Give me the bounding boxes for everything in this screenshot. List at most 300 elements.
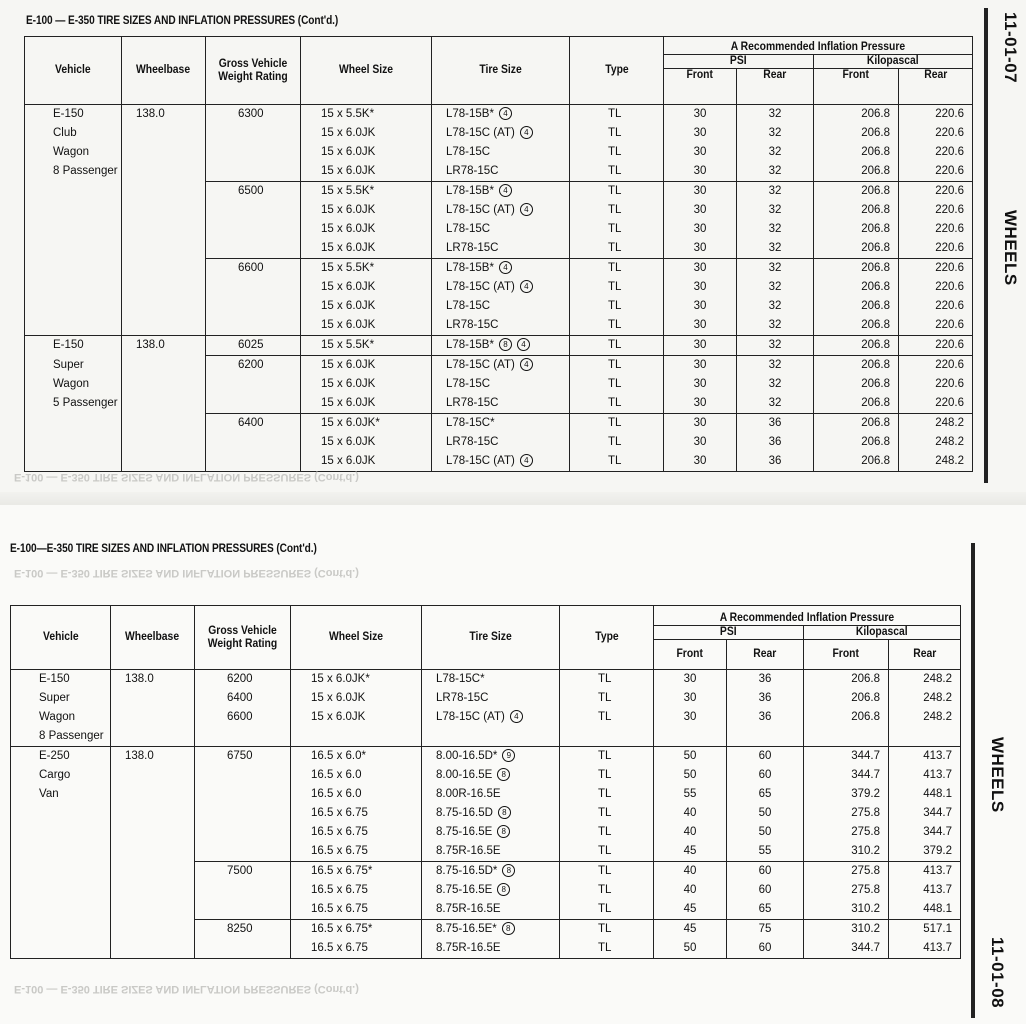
col-kilopascal: Kilopascal [804,626,961,640]
cell-psi-rear: 32 [737,182,814,202]
cell-gvwr [195,727,291,747]
cell-psi-rear: 65 [727,785,804,804]
cell-tire-size: L78-15C [432,220,570,239]
cell-type: TL [560,766,654,785]
cell-psi-front: 45 [654,842,727,862]
cell-kpa-rear: 248.2 [889,689,961,708]
col-group-pressure: A Recommended Inflation Pressure [654,606,961,626]
cell-tire-size: L78-15C* [432,414,570,434]
cell-type: TL [560,689,654,708]
cell-wheel-size: 16.5 x 6.75 [291,842,422,862]
cell-psi-front: 30 [664,201,737,220]
cell-vehicle [11,842,111,862]
cell-wheel-size: 15 x 6.0JK [301,356,432,376]
table-row [25,143,973,162]
cell-wheel-size: 15 x 6.0JK [301,201,432,220]
cell-kpa-front: 206.8 [814,375,899,394]
cell-wheelbase [111,920,195,940]
cell-psi-rear: 32 [737,162,814,182]
cell-wheelbase [111,842,195,862]
cell-psi-front: 30 [664,259,737,279]
cell-tire-size: L78-15C (AT) 4 [432,201,570,220]
table-row [11,670,961,690]
cell-vehicle: E-150 [25,105,122,125]
cell-gvwr [206,239,301,259]
cell-wheelbase: 138.0 [122,336,206,356]
cell-psi-front: 30 [664,124,737,143]
cell-wheel-size: 15 x 5.5K* [301,105,432,125]
cell-kpa-front: 310.2 [804,842,889,862]
table-row [25,297,973,316]
cell-kpa-rear: 220.6 [899,297,973,316]
cell-kpa-rear: 220.6 [899,162,973,182]
cell-kpa-front: 344.7 [804,766,889,785]
cell-kpa-front: 310.2 [804,920,889,940]
table-row [11,823,961,842]
cell-vehicle: Super [11,689,111,708]
cell-kpa-front: 206.8 [814,105,899,125]
cell-wheel-size: 15 x 6.0JK [301,162,432,182]
cell-gvwr: 6200 [195,670,291,690]
cell-wheel-size: 15 x 6.0JK [291,708,422,727]
cell-gvwr [206,124,301,143]
cell-psi-front: 30 [664,105,737,125]
cell-type: TL [560,862,654,882]
cell-kpa-front: 275.8 [804,823,889,842]
cell-kpa-rear: 220.6 [899,239,973,259]
cell-kpa-rear: 220.6 [899,316,973,336]
cell-kpa-front: 206.8 [814,162,899,182]
cell-gvwr [195,939,291,959]
cell-type: TL [560,804,654,823]
cell-gvwr: 6400 [206,414,301,434]
cell-psi-rear: 60 [727,747,804,767]
cell-psi-rear: 32 [737,124,814,143]
cell-psi-front: 30 [664,297,737,316]
cell-psi-front: 40 [654,823,727,842]
cell-type: TL [560,842,654,862]
cell-tire-size: L78-15B* 4 [432,182,570,202]
table-row [25,394,973,414]
cell-type: TL [560,920,654,940]
cell-psi-rear: 36 [727,708,804,727]
cell-psi-rear: 50 [727,823,804,842]
table-row [11,939,961,959]
cell-vehicle: E-150 [25,336,122,356]
cell-wheelbase [122,394,206,414]
cell-type: TL [570,375,664,394]
cell-vehicle [11,920,111,940]
cell-wheelbase [122,375,206,394]
cell-kpa-front: 206.8 [814,182,899,202]
margin-rule [984,8,988,483]
footnote-marker: 8 [497,768,510,781]
cell-kpa-rear: 220.6 [899,394,973,414]
cell-kpa-rear: 220.6 [899,259,973,279]
cell-kpa-rear: 220.6 [899,336,973,356]
cell-vehicle [25,182,122,202]
cell-vehicle [25,414,122,434]
cell-gvwr [206,375,301,394]
cell-gvwr [195,842,291,862]
cell-psi-front: 30 [664,316,737,336]
cell-type: TL [570,356,664,376]
cell-psi-rear: 32 [737,105,814,125]
table-row [25,124,973,143]
cell-kpa-rear: 220.6 [899,375,973,394]
cell-tire-size: 8.75-16.5E 8 [422,881,560,900]
col-type: Type [570,37,664,105]
cell-tire-size: 8.00-16.5D* 9 [422,747,560,767]
cell-kpa-front: 206.8 [814,414,899,434]
cell-wheel-size: 15 x 6.0JK [301,297,432,316]
cell-vehicle [25,239,122,259]
cell-kpa-front: 206.8 [814,316,899,336]
cell-kpa-rear: 220.6 [899,220,973,239]
cell-gvwr: 6500 [206,182,301,202]
cell-kpa-front: 206.8 [814,452,899,472]
col-vehicle: Vehicle [11,606,111,670]
cell-tire-size: LR78-15C [432,433,570,452]
col-kpa-rear: Rear [889,640,961,670]
margin-rule [971,543,975,1018]
cell-psi-front: 30 [664,356,737,376]
cell-vehicle [25,316,122,336]
cell-psi-rear: 36 [737,414,814,434]
cell-psi-rear: 32 [737,259,814,279]
cell-vehicle: Wagon [11,708,111,727]
table-row [11,862,961,882]
cell-vehicle [11,900,111,920]
cell-kpa-front: 206.8 [814,297,899,316]
table-row [11,804,961,823]
cell-gvwr [206,452,301,472]
cell-tire-size: 8.75-16.5E* 8 [422,920,560,940]
cell-kpa-rear: 220.6 [899,143,973,162]
cell-gvwr [195,804,291,823]
cell-wheel-size: 15 x 6.0JK [301,278,432,297]
table-row [11,708,961,727]
col-wheelbase: Wheelbase [122,37,206,105]
cell-psi-front: 30 [664,433,737,452]
cell-psi-rear: 60 [727,881,804,900]
cell-kpa-rear: 220.6 [899,124,973,143]
cell-tire-size: LR78-15C [432,162,570,182]
cell-gvwr [206,394,301,414]
cell-psi-rear: 32 [737,297,814,316]
cell-gvwr [206,433,301,452]
cell-psi-rear: 32 [737,375,814,394]
cell-wheel-size: 15 x 5.5K* [301,259,432,279]
cell-type: TL [570,239,664,259]
cell-kpa-front: 379.2 [804,785,889,804]
cell-tire-size: L78-15C [432,375,570,394]
cell-wheelbase [122,220,206,239]
cell-psi-rear: 60 [727,862,804,882]
col-gvwr: Gross Vehicle Weight Rating [206,37,301,105]
cell-kpa-front: 344.7 [804,939,889,959]
cell-psi-front: 55 [654,785,727,804]
tire-pressure-table [10,605,961,959]
cell-gvwr: 6200 [206,356,301,376]
col-kilopascal: Kilopascal [814,55,973,69]
cell-vehicle [25,201,122,220]
cell-wheelbase [122,182,206,202]
cell-psi-front: 30 [664,394,737,414]
table-row [25,162,973,182]
table-row [25,336,973,356]
table-row [11,766,961,785]
footnote-marker: 4 [499,184,512,197]
cell-vehicle: Van [11,785,111,804]
cell-wheel-size: 16.5 x 6.75 [291,823,422,842]
cell-kpa-rear: 517.1 [889,920,961,940]
cell-psi-rear: 32 [737,201,814,220]
cell-wheel-size: 16.5 x 6.75 [291,939,422,959]
cell-kpa-rear: 220.6 [899,201,973,220]
cell-wheelbase [122,297,206,316]
cell-tire-size: LR78-15C [422,689,560,708]
cell-wheel-size: 16.5 x 6.75 [291,900,422,920]
cell-gvwr: 6600 [195,708,291,727]
cell-tire-size: L78-15C (AT) 4 [432,124,570,143]
col-wheel-size: Wheel Size [301,37,432,105]
cell-wheelbase: 138.0 [122,105,206,125]
cell-gvwr [206,278,301,297]
cell-tire-size: 8.75-16.5E 8 [422,823,560,842]
cell-kpa-rear: 248.2 [899,414,973,434]
cell-type: TL [570,452,664,472]
footnote-marker: 4 [499,107,512,120]
cell-wheel-size: 15 x 6.0JK [301,124,432,143]
cell-psi-front: 45 [654,900,727,920]
cell-kpa-front: 206.8 [814,239,899,259]
cell-wheel-size: 15 x 6.0JK [291,689,422,708]
footnote-marker: 4 [499,261,512,274]
cell-tire-size: L78-15B* 4 [432,259,570,279]
cell-wheelbase [122,259,206,279]
cell-wheel-size: 15 x 5.5K* [301,182,432,202]
cell-kpa-rear [889,727,961,747]
cell-psi-front [654,727,727,747]
footnote-marker: 8 [502,864,515,877]
col-psi-rear: Rear [727,640,804,670]
cell-wheelbase [111,939,195,959]
cell-psi-rear: 65 [727,900,804,920]
section-label: WHEELS [988,737,1007,813]
cell-tire-size: 8.75-16.5D 8 [422,804,560,823]
cell-tire-size: L78-15C [432,297,570,316]
cell-wheel-size: 15 x 6.0JK [301,394,432,414]
table-row [25,433,973,452]
cell-psi-rear: 36 [737,452,814,472]
cell-type: TL [570,220,664,239]
cell-kpa-front: 344.7 [804,747,889,767]
cell-wheel-size: 15 x 6.0JK* [301,414,432,434]
cell-type: TL [570,124,664,143]
cell-vehicle [11,939,111,959]
cell-wheelbase [122,356,206,376]
cell-type: TL [560,900,654,920]
table-row [11,747,961,767]
col-vehicle: Vehicle [25,37,122,105]
cell-kpa-front: 206.8 [814,143,899,162]
cell-psi-front: 30 [664,239,737,259]
cell-kpa-front: 206.8 [814,220,899,239]
table-row [11,785,961,804]
cell-tire-size: L78-15B* 8 4 [432,336,570,356]
cell-psi-front: 50 [654,747,727,767]
cell-wheelbase [122,201,206,220]
cell-psi-rear: 32 [737,356,814,376]
cell-vehicle: E-150 [11,670,111,690]
cell-vehicle [11,881,111,900]
bleed-through-text: E-100 — E-350 TIRE SIZES AND INFLATION PRESSURES (Cont'd.) [14,471,359,483]
cell-wheelbase [122,143,206,162]
cell-kpa-front: 206.8 [814,433,899,452]
cell-kpa-front: 310.2 [804,900,889,920]
cell-tire-size: L78-15C (AT) 4 [432,356,570,376]
cell-vehicle: 8 Passenger [11,727,111,747]
cell-psi-rear: 60 [727,939,804,959]
col-psi-rear: Rear [737,69,814,105]
cell-wheelbase [122,239,206,259]
cell-tire-size: L78-15C (AT) 4 [422,708,560,727]
cell-psi-front: 30 [654,708,727,727]
cell-wheelbase [122,316,206,336]
page-number: 11-01-07 [1001,12,1020,84]
cell-gvwr [206,143,301,162]
cell-kpa-rear: 413.7 [889,766,961,785]
cell-wheelbase [122,414,206,434]
cell-kpa-front: 206.8 [814,336,899,356]
page-bottom [0,505,1026,1024]
cell-wheelbase [122,124,206,143]
cell-wheel-size: 16.5 x 6.75* [291,862,422,882]
page-top [0,0,1026,505]
cell-wheelbase: 138.0 [111,670,195,690]
table-row [25,356,973,376]
cell-wheel-size: 16.5 x 6.0 [291,766,422,785]
col-psi: PSI [664,55,814,69]
col-psi-front: Front [664,69,737,105]
cell-type: TL [570,105,664,125]
col-kpa-front: Front [814,69,899,105]
cell-kpa-rear: 220.6 [899,182,973,202]
cell-gvwr [206,162,301,182]
cell-type: TL [560,785,654,804]
cell-wheelbase [122,452,206,472]
cell-wheel-size: 15 x 6.0JK [301,433,432,452]
cell-gvwr [195,823,291,842]
cell-wheelbase [111,689,195,708]
cell-gvwr: 6750 [195,747,291,767]
cell-psi-rear: 32 [737,239,814,259]
cell-gvwr [195,881,291,900]
cell-wheel-size: 16.5 x 6.0* [291,747,422,767]
cell-gvwr: 7500 [195,862,291,882]
cell-type: TL [560,708,654,727]
col-kpa-front: Front [804,640,889,670]
cell-psi-front: 40 [654,862,727,882]
cell-kpa-front: 206.8 [814,356,899,376]
cell-kpa-front: 206.8 [814,394,899,414]
cell-vehicle [25,259,122,279]
cell-type: TL [570,162,664,182]
cell-gvwr: 8250 [195,920,291,940]
cell-wheel-size: 15 x 6.0JK* [291,670,422,690]
cell-tire-size: 8.75R-16.5E [422,842,560,862]
cell-kpa-front [804,727,889,747]
page-heading: E-100 — E-350 TIRE SIZES AND INFLATION PRESSURES (Cont'd.) [26,15,339,27]
table-row [25,278,973,297]
cell-gvwr [206,220,301,239]
cell-psi-rear: 32 [737,394,814,414]
cell-psi-rear: 75 [727,920,804,940]
cell-kpa-rear: 413.7 [889,881,961,900]
cell-tire-size: L78-15C (AT) 4 [432,452,570,472]
cell-vehicle [25,452,122,472]
cell-vehicle: Wagon [25,143,122,162]
cell-type [560,727,654,747]
col-psi-front: Front [654,640,727,670]
table-row [11,689,961,708]
footnote-marker: 9 [502,749,515,762]
cell-kpa-rear: 413.7 [889,862,961,882]
table-row [25,375,973,394]
table-row [11,900,961,920]
bleed-through-text: E-100 — E-350 TIRE SIZES AND INFLATION PRESSURES (Cont'd.) [14,567,359,579]
cell-kpa-front: 206.8 [814,201,899,220]
cell-kpa-front: 206.8 [814,124,899,143]
cell-vehicle [11,823,111,842]
cell-vehicle: 8 Passenger [25,162,122,182]
cell-tire-size: L78-15B* 4 [432,105,570,125]
table-row [25,414,973,434]
cell-tire-size: 8.00-16.5E 8 [422,766,560,785]
cell-psi-rear: 32 [737,336,814,356]
table-row [11,881,961,900]
cell-gvwr [195,785,291,804]
cell-psi-front: 30 [654,689,727,708]
cell-vehicle: Cargo [11,766,111,785]
cell-type: TL [560,823,654,842]
table-row [11,920,961,940]
cell-kpa-front: 275.8 [804,862,889,882]
cell-wheel-size: 16.5 x 6.75 [291,804,422,823]
table-row [25,316,973,336]
cell-kpa-rear: 344.7 [889,823,961,842]
cell-kpa-front: 206.8 [814,278,899,297]
cell-wheelbase [111,708,195,727]
cell-psi-rear: 36 [727,670,804,690]
cell-vehicle [11,862,111,882]
cell-tire-size: LR78-15C [432,316,570,336]
cell-wheelbase [111,823,195,842]
cell-psi-rear: 36 [727,689,804,708]
cell-kpa-front: 206.8 [804,708,889,727]
cell-vehicle: Wagon [25,375,122,394]
cell-type: TL [570,143,664,162]
cell-vehicle: Super [25,356,122,376]
col-tire-size: Tire Size [432,37,570,105]
cell-psi-rear: 32 [737,220,814,239]
cell-kpa-rear: 248.2 [889,670,961,690]
cell-psi-front: 30 [664,278,737,297]
cell-type: TL [560,747,654,767]
cell-psi-rear: 50 [727,804,804,823]
table-row [11,727,961,747]
